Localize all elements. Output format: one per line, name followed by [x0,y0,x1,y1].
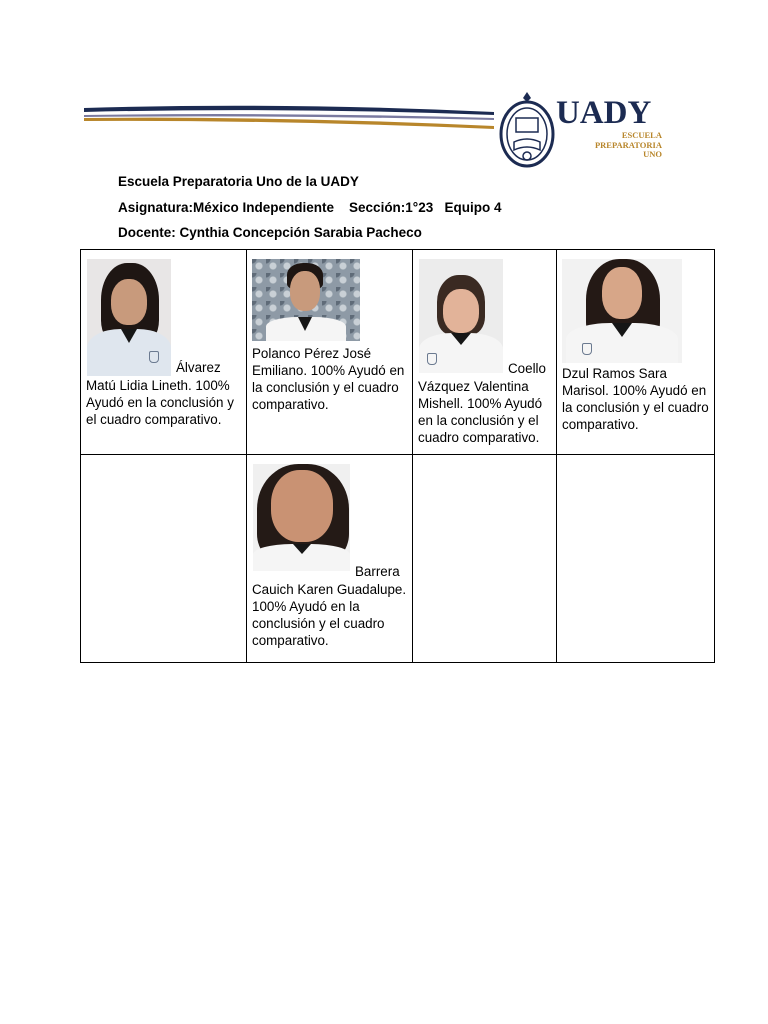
subject-line: Asignatura:México Independiente Sección:1°23 Equipo 4 [118,200,502,215]
student-photo [419,259,503,373]
logo-wordmark: UADY [556,95,652,131]
member-surname: Álvarez [176,360,221,375]
member-description: Matú Lidia Lineth. 100% Ayudó en la conclusión y el cuadro comparativo. [86,378,234,427]
student-photo [253,464,350,571]
student-photo [562,259,682,363]
member-cell [247,455,413,663]
member-description: Dzul Ramos Sara Marisol. 100% Ayudó en la conclusión y el cuadro comparativo. [562,366,709,432]
member-surname: Coello [508,361,546,376]
school-name: Escuela Preparatoria Uno de la UADY [118,174,359,189]
table-row [81,455,715,663]
member-cell [247,250,413,455]
member-cell [413,250,557,455]
member-description: Polanco Pérez José Emiliano. 100% Ayudó en la conclusión y el cuadro comparativo. [252,346,405,412]
logo-subtitle: ESCUELA PREPARATORIA UNO [594,130,662,159]
header-stripes [84,104,494,134]
member-description: Vázquez Valentina Mishell. 100% Ayudó en la conclusión y el cuadro comparativo. [418,379,543,445]
empty-cell [413,455,557,663]
member-description: Cauich Karen Guadalupe. 100% Ayudó en la conclusión y el cuadro comparativo. [252,582,407,648]
empty-cell [81,455,247,663]
empty-cell [557,455,715,663]
student-photo [252,259,360,341]
table-row [81,250,715,455]
uady-seal-logo [498,90,556,170]
member-surname: Barrera [355,564,400,579]
student-photo [87,259,171,376]
team-table [80,249,715,663]
member-cell [557,250,715,455]
uady-logo-text [556,96,666,166]
member-cell [81,250,247,455]
teacher-line: Docente: Cynthia Concepción Sarabia Pacheco [118,225,422,240]
